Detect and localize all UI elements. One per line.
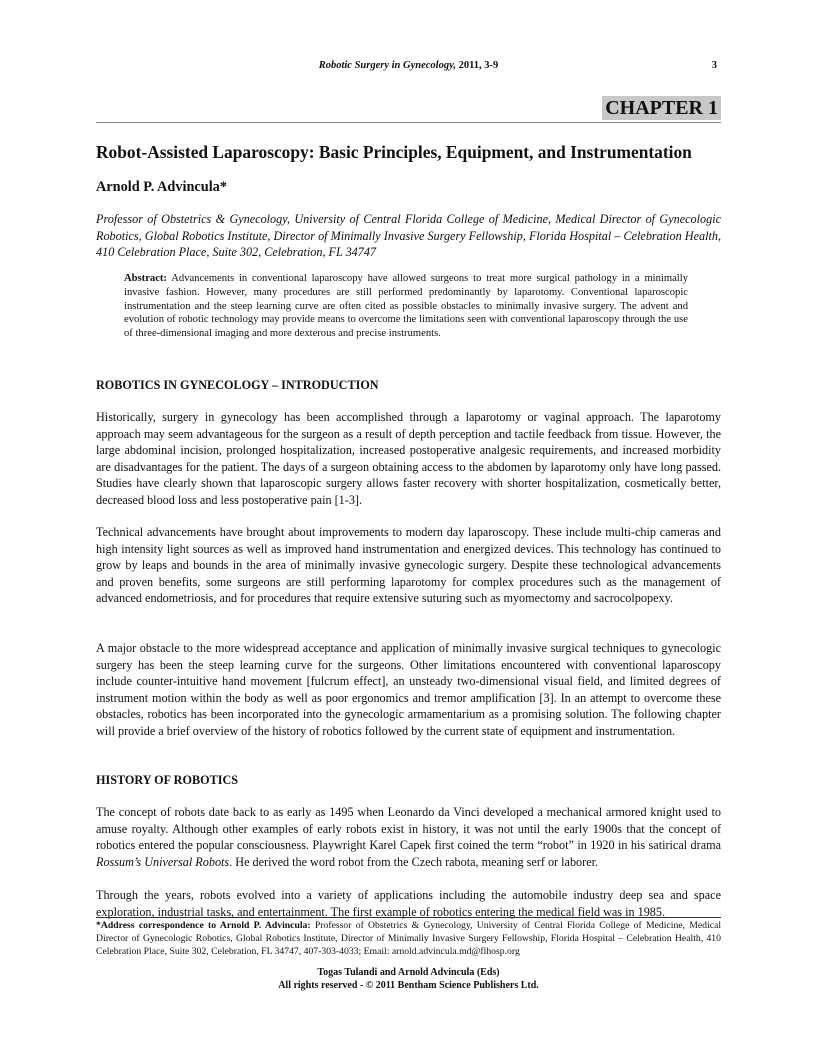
paragraph [96,804,721,870]
running-header [96,60,721,76]
paragraph: A major obstacle to the more widespread acceptance and application of minimally invasive surgical techniques to gynecologic surgery has been the steep learning curve for the surgeons. Other limitations encountered with conventional laparoscopy include counter-intuitive hand movement [fulcrum effect], an unsteady two-dimensional visual field, and limited degrees of instrument motion within the body as well as poor ergonomics and tremor amplification [3]. In an attempt to overcome these obstacles, robotics has been incorporated into the gynecologic armamentarium as a promising solution. The following chapter will provide a brief overview of the history of robotics followed by the current state of equipment and instrumentation. [96,641,721,738]
chapter-label: CHAPTER 1 [602,96,721,120]
paragraph: Through the years, robots evolved into a variety of applications including the automobile industry deep sea and space exploration, industrial tasks, and entertainment. The first example of robotics entering the medical field was in 1985. [96,888,721,919]
footnote-text: Professor of Obstetrics & Gynecology, University of Central Florida College of Medicine, Medical Director of Gynecologic Robotics, Global Robotics Institute, Director of Minimally Invasive Surgery Fellowship, Florida Hospital – Celebration Health, 410 Celebration Place, Suite 302, Celebration, FL 34747, 407-303-4033; Email: arnold.advincula.md@flhosp.org [96,920,722,957]
abstract-label: Abstract: [124,273,167,284]
publisher-info [96,966,721,992]
chapter-title: Robot-Assisted Laparoscopy: Basic Principles, Equipment, and Instrumentation [96,142,692,162]
abstract-text: Advancements in conventional laparoscopy have allowed surgeons to treat more surgical pathology in a minimally invasive fashion. However, many procedures are still performed predominantly by laparotomy. Conventional laparoscopic instrumentation and the steep learning curve are often cited as possible obstacles to minimally invasive surgery. The advent and evolution of robotic technology may provide means to overcome the limitations seen with conventional laparoscopy through the use of three-dimensional imaging and more dexterous and precise instruments. [124,273,688,340]
copyright: All rights reserved - © 2011 Bentham Science Publishers Ltd. [278,980,539,991]
abstract [124,272,688,341]
header-divider [96,122,721,123]
page-number: 3 [711,60,717,71]
author-name: Arnold P. Advincula* [96,179,227,195]
section-heading-introduction: ROBOTICS IN GYNECOLOGY – INTRODUCTION [96,378,379,392]
correspondence-footnote [96,919,721,958]
paragraph: Historically, surgery in gynecology has been accomplished through a laparotomy or vaginal approach. The laparotomy approach may seem advantageous for the surgeon as a result of depth perception and tactile feedback from tissue. However, the large abdominal incision, prolonged hospitalization, increased postoperative analgesic requirements, and increased morbidity are disadvantages for the patient. The days of a surgeon obtaining access to the abdomen by laparotomy only have long passed. Studies have clearly shown that laparoscopic surgery allows faster recovery with shorter hospitalization, cosmetically better, decreased blood loss and less postoperative pain [1-3]. [96,410,721,507]
paragraph-text: The concept of robots date back to as early as 1495 when Leonardo da Vinci developed a mechanical armored knight used to amuse royalty. Although other examples of early robots exist in history, it was not until the early 1900s that the concept of robotics entered the popular consciousness. Playwright Karel Capek first coined the term “robot” in 1920 in his satirical drama [96,805,721,853]
play-title: Rossum’s Universal Robots [96,854,230,869]
journal-title: Robotic Surgery in Gynecology, [318,60,456,71]
footnote-divider [96,917,721,918]
editors: Togas Tulandi and Arnold Advincula (Eds) [317,967,500,978]
author-affiliation: Professor of Obstetrics & Gynecology, University of Central Florida College of Medicine, Medical Director of Gynecologic Robotics, Global Robotics Institute, Director of Minimally Invasive Surgery Fellowship, Florida Hospital – Celebration Health, 410 Celebration Place, Suite 302, Celebration, FL 34747 [96,212,721,259]
paragraph: Technical advancements have brought about improvements to modern day laparoscopy. These include multi-chip cameras and high intensity light sources as well as improved hand instrumentation and energized devices. This technology has continued to grow by leaps and bounds in the area of minimally invasive gynecologic surgery. Despite these technological advancements and proven benefits, some surgeons are still performing laparotomy for complex procedures such as the management of advanced endometriosis, and for procedures that require extensive suturing such as myomectomy and sacrocolpopexy. [96,525,721,606]
footnote-label: *Address correspondence to Arnold P. Advincula: [96,920,311,931]
journal-info: 2011, 3-9 [455,60,499,71]
section-heading-history: HISTORY OF ROBOTICS [96,773,239,787]
paragraph-text: . He derived the word robot from the Czech rabota, meaning serf or laborer. [229,854,599,869]
